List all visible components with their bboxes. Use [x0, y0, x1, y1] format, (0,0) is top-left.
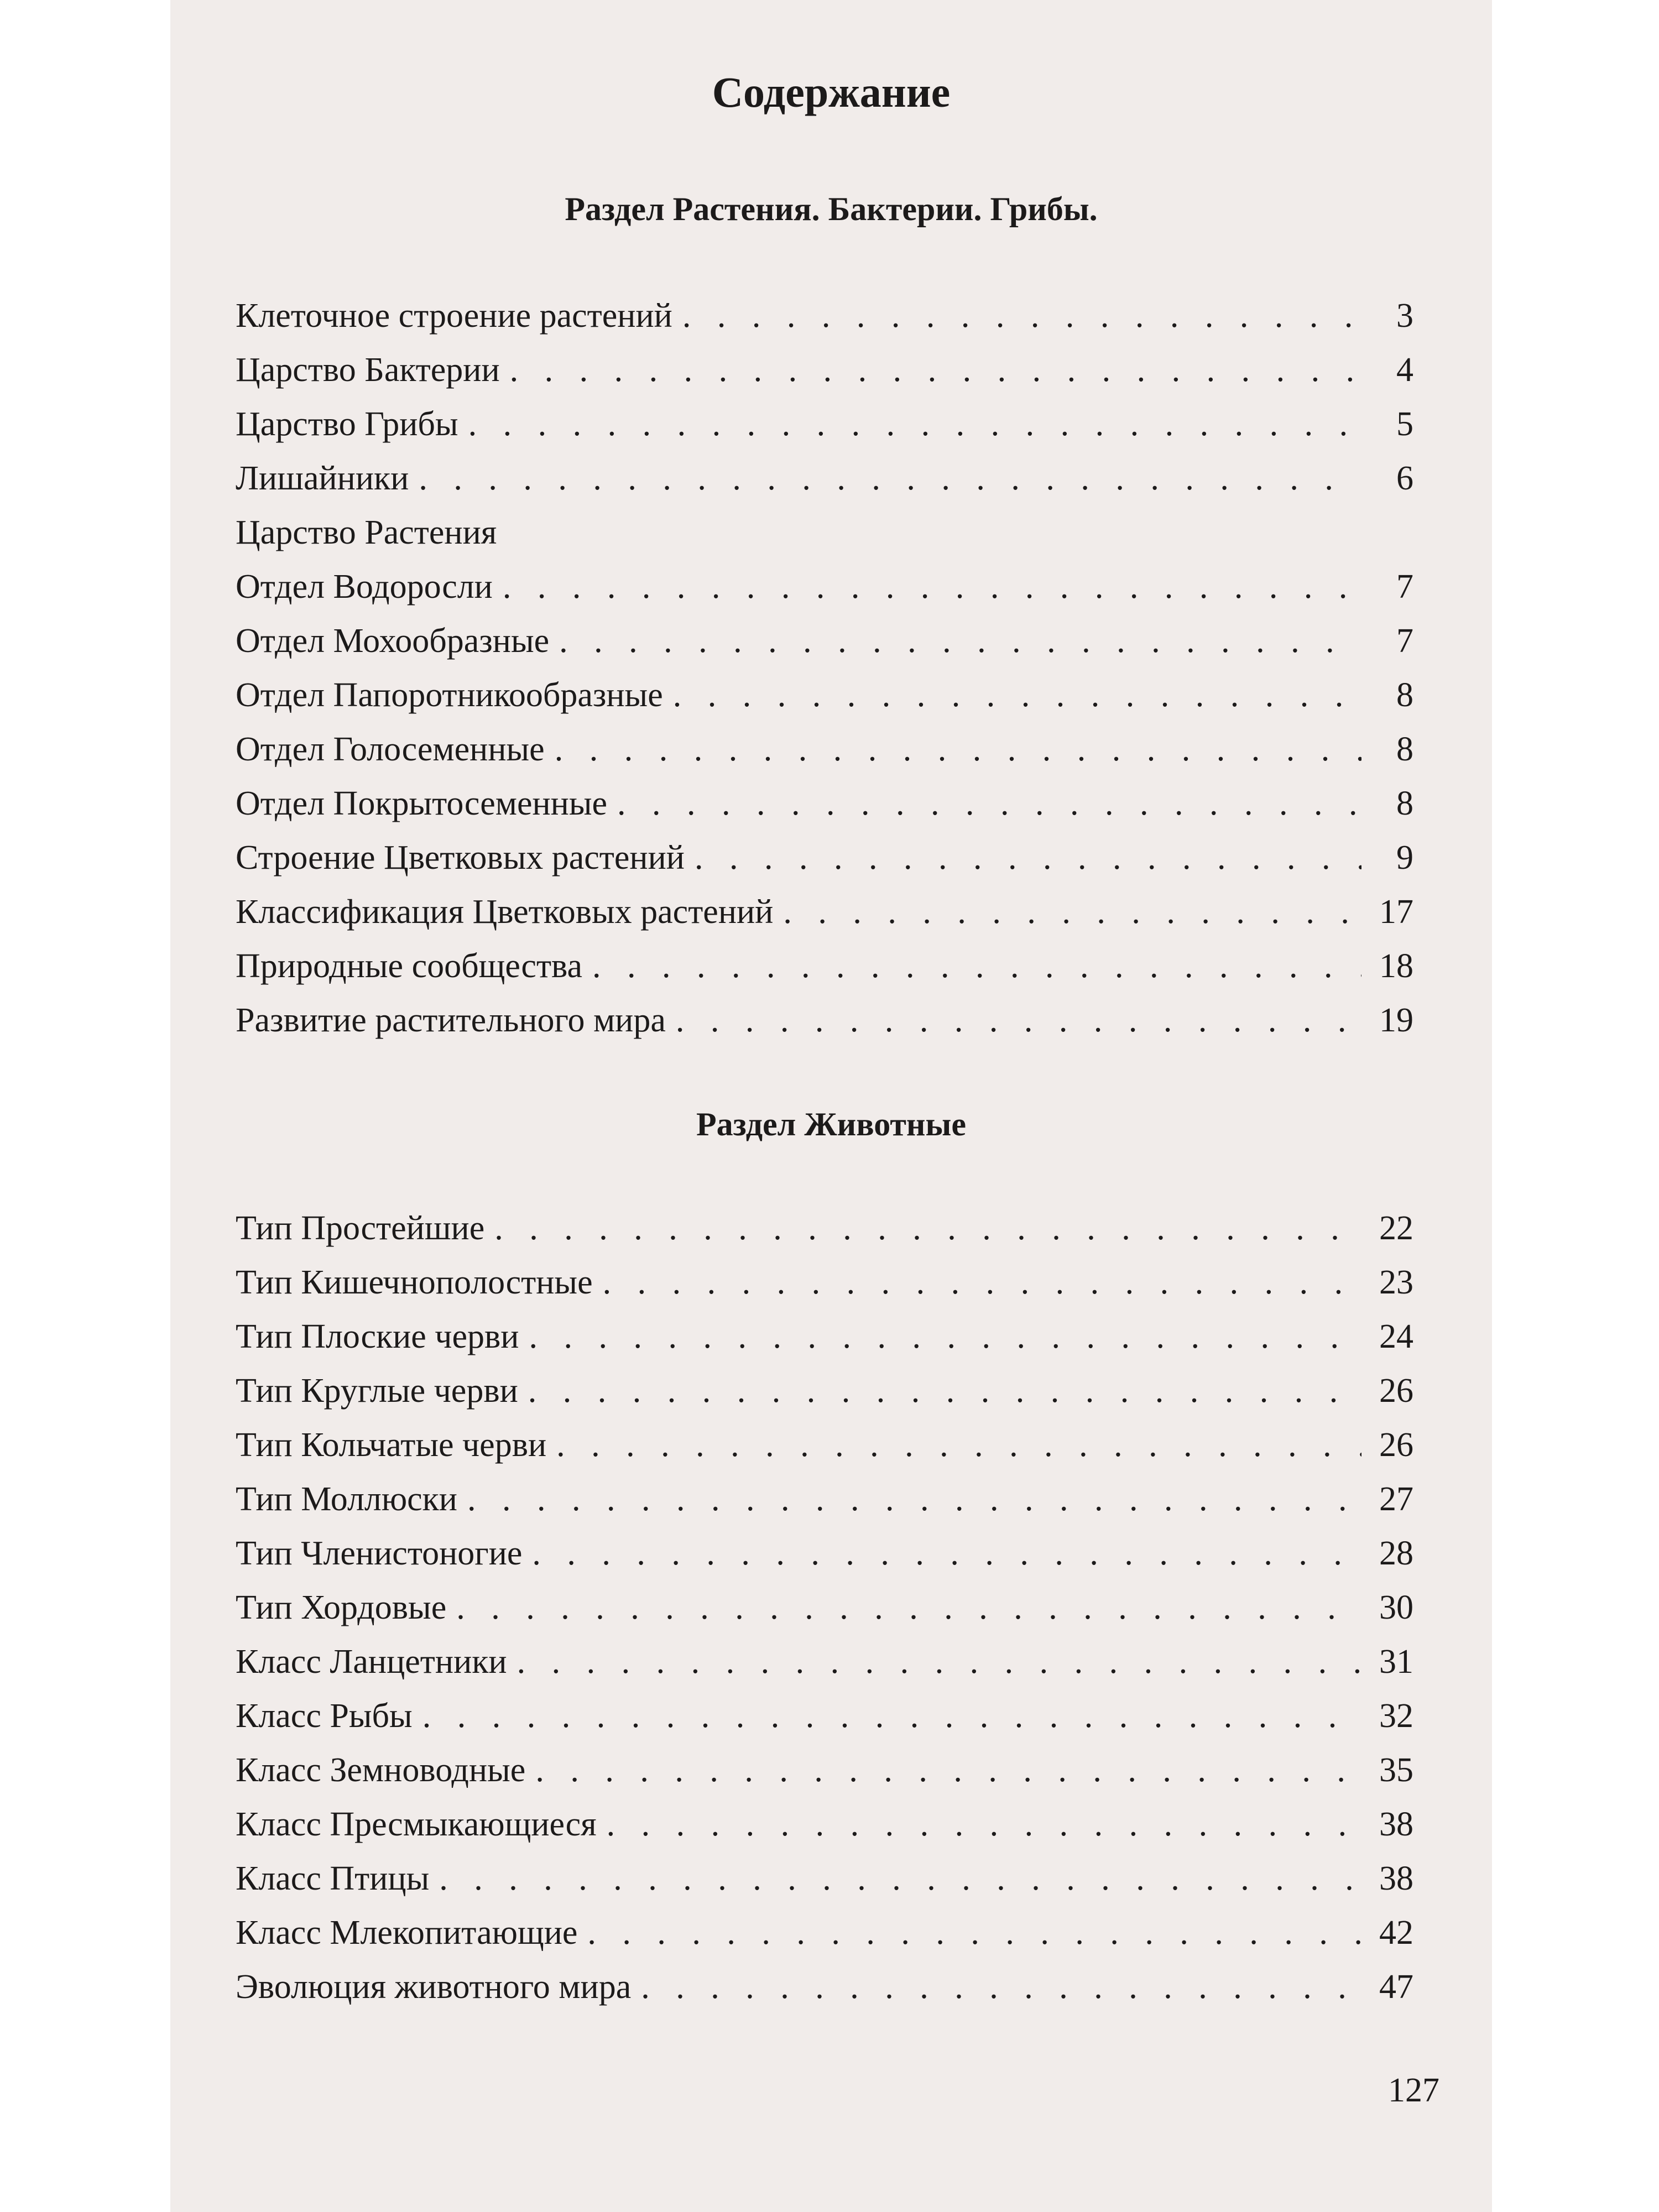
toc-entry	[236, 1797, 1413, 1851]
toc-entry	[236, 1689, 1413, 1743]
toc-dot-leader	[695, 831, 1361, 885]
toc-entry	[236, 1255, 1413, 1310]
toc-dot-leader	[641, 1960, 1361, 2014]
section-heading-animals: Раздел Животные	[696, 1106, 966, 1142]
toc-entry-page: 3	[1396, 297, 1413, 335]
toc-entry	[236, 668, 1413, 722]
toc-dot-leader	[617, 776, 1361, 831]
section-heading-plants: Раздел Растения. Бактерии. Грибы.	[565, 191, 1098, 227]
toc-entry	[236, 343, 1413, 397]
toc-entry-label: Лишайники	[236, 460, 409, 497]
toc-entry-label: Тип Кишечнополостные	[236, 1264, 593, 1301]
toc-entry-page: 38	[1379, 1806, 1413, 1843]
toc-entry-label: Отдел Мохообразные	[236, 622, 550, 660]
toc-entry-page: 18	[1379, 947, 1413, 985]
toc-entry	[236, 1472, 1413, 1526]
toc-entry	[236, 397, 1413, 451]
toc-entry	[236, 939, 1413, 993]
toc-entry-label: Отдел Покрытосеменные	[236, 785, 608, 822]
toc-dot-leader	[592, 939, 1361, 993]
toc-entry	[236, 993, 1413, 1047]
toc-entry-page: 35	[1379, 1751, 1413, 1789]
toc-entry-page: 38	[1379, 1860, 1413, 1897]
toc-entry-label: Царство Грибы	[236, 405, 458, 443]
toc-entry-label: Тип Плоские черви	[236, 1318, 519, 1355]
toc-entry	[236, 1310, 1413, 1364]
toc-entry-label: Строение Цветковых растений	[236, 839, 685, 877]
toc-entry	[236, 776, 1413, 831]
page-number: 127	[1388, 2072, 1439, 2109]
toc-entry	[236, 1960, 1413, 2014]
toc-dot-leader	[422, 1689, 1361, 1743]
toc-entry-page: 7	[1396, 568, 1413, 606]
toc-dot-leader	[529, 1310, 1361, 1364]
toc-entry-label: Классификация Цветковых растений	[236, 893, 774, 931]
toc-entry-label: Класс Пресмыкающиеся	[236, 1806, 597, 1843]
toc-entry	[236, 560, 1413, 614]
toc-entry-page: 4	[1396, 351, 1413, 389]
toc-entry-page: 32	[1379, 1697, 1413, 1735]
toc-entry-label: Тип Кольчатые черви	[236, 1426, 547, 1464]
toc-dot-leader	[510, 343, 1361, 397]
toc-entry	[236, 885, 1413, 939]
toc-entry	[236, 289, 1413, 343]
toc-dot-leader	[603, 1255, 1361, 1310]
toc-entry-label: Тип Моллюски	[236, 1480, 457, 1518]
toc-entry-label: Отдел Голосеменные	[236, 731, 545, 768]
toc-entry-page: 6	[1396, 460, 1413, 497]
toc-dot-leader	[532, 1526, 1361, 1580]
toc-dot-leader	[555, 722, 1361, 776]
toc-entry-label: Класс Ланцетники	[236, 1643, 507, 1681]
toc-dot-leader	[783, 885, 1361, 939]
toc-entry-page: 22	[1379, 1209, 1413, 1247]
toc-list-plants	[236, 289, 1413, 1047]
toc-entry	[236, 1580, 1413, 1635]
toc-entry-label: Царство Растения	[236, 514, 497, 551]
toc-dot-leader	[673, 668, 1361, 722]
toc-entry-page: 26	[1379, 1426, 1413, 1464]
toc-entry-label: Класс Птицы	[236, 1860, 430, 1897]
toc-entry-page: 8	[1396, 785, 1413, 822]
toc-entry	[236, 451, 1413, 505]
toc-dot-leader	[682, 289, 1361, 343]
toc-entry-page: 24	[1379, 1318, 1413, 1355]
toc-entry	[236, 505, 1413, 560]
toc-entry	[236, 1851, 1413, 1906]
toc-entry-page: 19	[1379, 1001, 1413, 1039]
toc-entry-page: 7	[1396, 622, 1413, 660]
toc-dot-leader	[587, 1906, 1361, 1960]
toc-entry	[236, 614, 1413, 668]
toc-entry-page: 26	[1379, 1372, 1413, 1410]
toc-entry-page: 42	[1379, 1914, 1413, 1952]
toc-entry-label: Тип Простейшие	[236, 1209, 485, 1247]
toc-entry-page: 17	[1379, 893, 1413, 931]
toc-entry-label: Класс Млекопитающие	[236, 1914, 578, 1952]
toc-entry-page: 8	[1396, 731, 1413, 768]
toc-entry-page: 28	[1379, 1535, 1413, 1572]
toc-dot-leader	[456, 1580, 1361, 1635]
toc-dot-leader	[467, 1472, 1361, 1526]
toc-entry-label: Природные сообщества	[236, 947, 583, 985]
toc-entry-label: Тип Круглые черви	[236, 1372, 518, 1410]
toc-entry-page: 9	[1396, 839, 1413, 877]
toc-dot-leader	[494, 1201, 1361, 1255]
toc-dot-leader	[468, 397, 1361, 451]
toc-dot-leader	[528, 1364, 1361, 1418]
toc-entry-page: 23	[1379, 1264, 1413, 1301]
toc-entry	[236, 722, 1413, 776]
toc-dot-leader	[503, 560, 1361, 614]
toc-dot-leader	[676, 993, 1361, 1047]
toc-entry-label: Тип Членистоногие	[236, 1535, 523, 1572]
page-title: Содержание	[712, 68, 951, 116]
toc-entry-label: Царство Бактерии	[236, 351, 500, 389]
toc-entry	[236, 1906, 1413, 1960]
toc-entry-label: Клеточное строение растений	[236, 297, 672, 335]
toc-entry-label: Класс Земноводные	[236, 1751, 526, 1789]
toc-entry	[236, 831, 1413, 885]
toc-dot-leader	[419, 451, 1361, 505]
toc-entry	[236, 1201, 1413, 1255]
toc-entry-label: Класс Рыбы	[236, 1697, 413, 1735]
toc-entry-label: Тип Хордовые	[236, 1589, 447, 1626]
toc-entry-label: Отдел Папоротникообразные	[236, 676, 663, 714]
toc-entry-page: 47	[1379, 1968, 1413, 2006]
toc-entry	[236, 1418, 1413, 1472]
toc-entry-label: Эволюция животного мира	[236, 1968, 632, 2006]
toc-entry-page: 31	[1379, 1643, 1413, 1681]
toc-entry-label: Развитие растительного мира	[236, 1001, 666, 1039]
toc-dot-leader	[559, 614, 1361, 668]
toc-entry	[236, 1526, 1413, 1580]
toc-dot-leader	[517, 1635, 1361, 1689]
toc-list-animals	[236, 1201, 1413, 2014]
toc-entry-page: 5	[1396, 405, 1413, 443]
toc-entry	[236, 1743, 1413, 1797]
toc-dot-leader	[607, 1797, 1361, 1851]
toc-entry	[236, 1364, 1413, 1418]
toc-entry	[236, 1635, 1413, 1689]
toc-dot-leader	[439, 1851, 1361, 1906]
toc-entry-page: 8	[1396, 676, 1413, 714]
book-page	[170, 0, 1492, 2212]
toc-dot-leader	[535, 1743, 1361, 1797]
toc-dot-leader	[556, 1418, 1361, 1472]
toc-entry-page: 27	[1379, 1480, 1413, 1518]
toc-entry-label: Отдел Водоросли	[236, 568, 493, 606]
toc-entry-page: 30	[1379, 1589, 1413, 1626]
